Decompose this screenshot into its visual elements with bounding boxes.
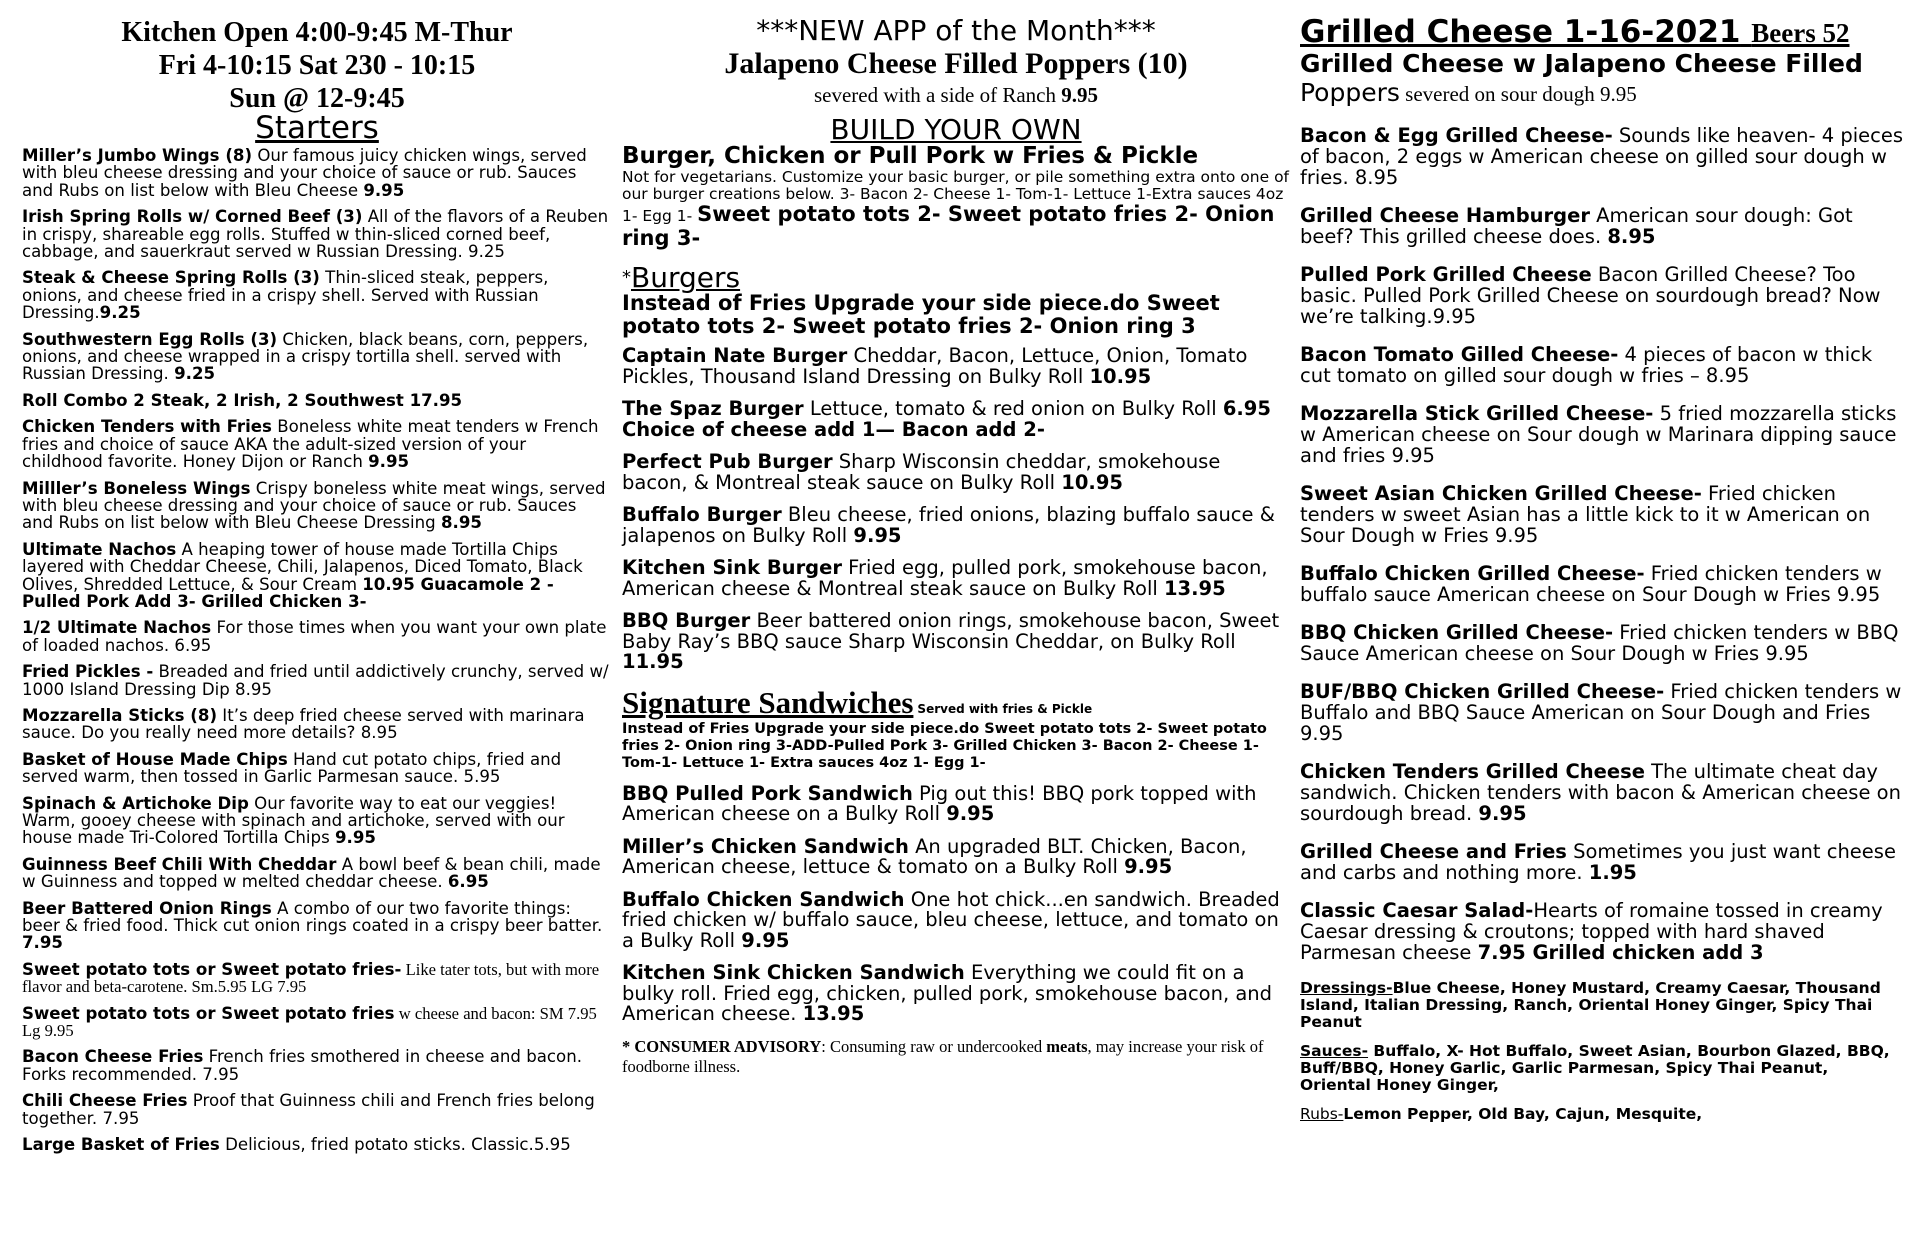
- menu-item-desc: All of the flavors of a Reuben in crispy, shareable egg rolls. Stuffed w thin-sliced corned beef, cabbage, and sauerkraut served w Russian Dressing. 9.25: [22, 207, 609, 262]
- menu-item-name: Kitchen Sink Chicken Sandwich: [622, 961, 965, 984]
- menu-item: [1300, 761, 1904, 824]
- menu-item-price: 9.95: [335, 828, 376, 848]
- menu-item-desc: For those times when you want your own plate of loaded nachos. 6.95: [22, 618, 607, 655]
- menu-item-desc: Sometimes you just want cheese and carbs and nothing more.: [1300, 840, 1896, 884]
- menu-item: [1300, 205, 1904, 247]
- menu-item-price: 9.95: [741, 928, 790, 952]
- signature-upgrade: Instead of Fries Upgrade your side piece.do Sweet potato tots 2- Sweet potato fries 2- Onion ring 3-ADD-Pulled Pork 3- Grilled Chicken 3- Bacon 2- Cheese 1- Tom-1- Lettuce 1- Extra sauces 4oz 1- Egg 1-: [622, 720, 1267, 771]
- menu-item-price: 9.25: [99, 303, 141, 323]
- menu-item-price: 9.95: [363, 180, 405, 200]
- menu-item: [22, 1005, 612, 1040]
- menu-item: [622, 505, 1290, 546]
- menu-item-name: Buffalo Chicken Sandwich: [622, 887, 905, 911]
- menu-item-name: Miller’s Jumbo Wings (8): [22, 146, 253, 165]
- menu-item-desc: Chicken, black beans, corn, peppers, onions, and cheese wrapped in a crispy tortilla shell. served with Russian Dressing.: [22, 329, 589, 384]
- menu-item: [622, 781, 1290, 825]
- menu-item-desc: The ultimate cheat day sandwich. Chicken tenders with bacon & American cheese on sourdough bread.: [1300, 760, 1901, 825]
- center-column: [622, 16, 1290, 1077]
- menu-item-desc: Boneless white meat tenders w French fries and choice of sauce AKA the adult-sized version of your childhood favorite. Honey Dijon or Ranch: [22, 417, 599, 472]
- menu-item-name: BBQ Pulled Pork Sandwich: [622, 781, 913, 805]
- menu-item-desc: Bacon Grilled Cheese? Too basic. Pulled Pork Grilled Cheese on sourdough bread? Now we’re talking.9.95: [1300, 263, 1881, 328]
- menu-item: [622, 452, 1290, 493]
- menu-item-desc: Everything we could fit on a bulky roll. Fried egg, chicken, pulled pork, smokehouse bacon, and American cheese.: [622, 961, 1273, 1025]
- menu-item-name: Pulled Pork Grilled Cheese: [1300, 263, 1592, 286]
- signature-heading: Signature Sandwiches Served with fries & Pickle: [622, 684, 1093, 720]
- menu-item: [1300, 841, 1904, 883]
- menu-item: [622, 611, 1290, 673]
- menu-item-name: BBQ Burger: [622, 609, 751, 632]
- byo-heading: BUILD YOUR OWN: [830, 113, 1082, 146]
- grilled-cheese-column: [1300, 16, 1904, 1123]
- menu-item: [22, 1092, 612, 1127]
- menu-item: [1300, 622, 1904, 664]
- sauces-list: Sauces- Buffalo, X- Hot Buffalo, Sweet Asian, Bourbon Glazed, BBQ, Buff/BBQ, Honey Garlic, Garlic Parmesan, Spicy Thai Peanut, Oriental Honey Ginger,: [1300, 1042, 1890, 1094]
- menu-item-name: 1/2 Ultimate Nachos: [22, 618, 212, 638]
- menu-item-price: 9.25: [174, 364, 216, 384]
- menu-item-price: 6.95: [447, 872, 489, 892]
- menu-item-desc: Fried chicken tenders w buffalo sauce American cheese on Sour Dough w Fries 9.95: [1300, 562, 1882, 606]
- menu-item-price: 7.95: [22, 933, 63, 953]
- menu-item-name: Perfect Pub Burger: [622, 450, 833, 473]
- menu-item-name: BUF/BBQ Chicken Grilled Cheese-: [1300, 680, 1665, 703]
- menu-item-desc: Delicious, fried potato sticks. Classic.5.95: [219, 1135, 571, 1155]
- menu-item-name: Mozzarella Stick Grilled Cheese-: [1300, 402, 1654, 425]
- menu-item-price: 8.95: [440, 513, 482, 533]
- menu-item: [1300, 344, 1904, 386]
- menu-item: [22, 208, 612, 260]
- menu-item-name: Steak & Cheese Spring Rolls (3): [22, 268, 320, 288]
- menu-item: [622, 346, 1290, 387]
- byo-desc: Not for vegetarians. Customize your basic burger, or pile something extra onto one of our burger creations below. 3- Bacon 2- Cheese 1- Tom-1- Lettuce 1-Extra sauces 4oz 1- Egg 1- Sweet potato tots 2- Sweet potato fries 2- Onion ring 3-: [622, 168, 1290, 250]
- menu-item-name: Buffalo Burger: [622, 503, 782, 526]
- menu-item-desc: Fried chicken tenders w sweet Asian has a little kick to it w American on Sour Dough w Fries 9.95: [1300, 482, 1871, 547]
- menu-item-desc: Breaded and fried until addictively crunchy, served w/ 1000 Island Dressing Dip 8.95: [22, 662, 609, 699]
- menu-item-desc: Sounds like heaven- 4 pieces of bacon, 2 eggs w American cheese on gilled sour dough w fries. 8.95: [1300, 124, 1903, 189]
- menu-item-desc: Pig out this! BBQ pork topped with American cheese on a Bulky Roll: [622, 781, 1257, 825]
- menu-item-name: Milller’s Boneless Wings: [22, 478, 251, 498]
- menu-item: [22, 1136, 612, 1153]
- menu-item: [1300, 125, 1904, 188]
- menu-item: [22, 1048, 612, 1083]
- rubs-list: Rubs-Lemon Pepper, Old Bay, Cajun, Mesquite,: [1300, 1105, 1703, 1123]
- menu-item-name: Classic Caesar Salad-: [1300, 899, 1534, 922]
- menu-item-name: BBQ Chicken Grilled Cheese-: [1300, 621, 1614, 644]
- menu-item: [22, 961, 612, 996]
- menu-item-name: Chili Cheese Fries: [22, 1091, 188, 1111]
- menu-item-name: Sweet potato tots or Sweet potato fries: [22, 1003, 395, 1023]
- menu-item: [22, 663, 612, 698]
- menu-item-desc: Fried chicken tenders w Buffalo and BBQ Sauce American on Sour Dough and Fries 9.95: [1300, 680, 1902, 745]
- sandwich-list: [622, 781, 1290, 1025]
- menu-item: [622, 834, 1290, 878]
- menu-item-name: Mozzarella Sticks (8): [22, 705, 218, 725]
- menu-item-price: 11.95: [622, 650, 684, 673]
- menu-item-desc: Proof that Guinness chili and French fries belong together. 7.95: [22, 1091, 595, 1128]
- menu-item: [22, 331, 612, 383]
- menu-item-desc: Fried egg, pulled pork, smokehouse bacon, American cheese & Montreal steak sauce on Bulky Roll: [622, 556, 1268, 600]
- menu-item: [22, 480, 612, 532]
- menu-item-name: Bacon & Egg Grilled Cheese-: [1300, 124, 1613, 147]
- byo-subheading: Burger, Chicken or Pull Pork w Fries & Pickle: [622, 143, 1199, 169]
- menu-item-name: Bacon Tomato Gilled Cheese-: [1300, 343, 1619, 366]
- menu-item-price: 10.95: [1061, 470, 1123, 494]
- menu-item-desc: Our favorite way to eat our veggies! Warm, gooey cheese with spinach and artichoke, served with our house made Tri-Colored Tortilla Chips: [22, 793, 565, 848]
- menu-item-price: 10.95 Guacamole 2 - Pulled Pork Add 3- Grilled Chicken 3-: [22, 574, 554, 611]
- menu-item-desc: An upgraded BLT. Chicken, Bacon, American cheese, lettuce & tomato on a Bulky Roll: [622, 834, 1247, 878]
- dressings-list: Dressings-Blue Cheese, Honey Mustard, Creamy Caesar, Thousand Island, Italian Dressing, Ranch, Oriental Honey Ginger, Spicy Thai Peanut: [1300, 979, 1881, 1031]
- hours-line-1: Kitchen Open 4:00-9:45 M-Thur: [121, 17, 513, 48]
- feature-name: Grilled Cheese w Jalapeno Cheese Filled: [1300, 49, 1863, 78]
- menu-item: [22, 900, 612, 952]
- grilled-cheese-heading: Grilled Cheese 1-16-2021 Beers 52: [1300, 14, 1850, 50]
- menu-item-name: Grilled Cheese and Fries: [1300, 840, 1567, 863]
- menu-item: [22, 751, 612, 786]
- menu-item-name: Chicken Tenders Grilled Cheese: [1300, 760, 1645, 783]
- menu-item-name: Fried Pickles -: [22, 662, 154, 682]
- menu-item-name: Ultimate Nachos: [22, 539, 177, 559]
- app-of-month-desc: severed with a side of Ranch 9.95: [813, 83, 1098, 107]
- menu-item: [22, 707, 612, 742]
- menu-item-name: Kitchen Sink Burger: [622, 556, 842, 579]
- menu-item-price: 9.95: [853, 523, 902, 547]
- menu-item-desc: Bleu cheese, fried onions, blazing buffalo sauce & jalapenos on Bulky Roll: [622, 503, 1275, 547]
- menu-item: [1300, 403, 1904, 466]
- menu-item-price: 6.95 Choice of cheese add 1— Bacon add 2-: [622, 397, 1271, 441]
- hours-line-3: Sun @ 12-9:45: [229, 83, 405, 114]
- menu-item-desc: Lettuce, tomato & red onion on Bulky Roll: [803, 397, 1223, 420]
- menu-item-price: 8.95: [1607, 225, 1656, 248]
- menu-item-desc: Cheddar, Bacon, Lettuce, Onion, Tomato Pickles, Thousand Island Dressing on Bulky Roll: [622, 344, 1248, 388]
- grilled-cheese-list: [1300, 125, 1904, 963]
- menu-item-desc: Our famous juicy chicken wings, served with bleu cheese dressing and your choice of sauce or rub. Sauces and Rubs on list below with Bleu Cheese: [22, 146, 587, 200]
- menu-item-desc: Hand cut potato chips, fried and served warm, then tossed in Garlic Parmesan sauce. 5.95: [22, 749, 562, 787]
- menu-item-price: 7.95 Grilled chicken add 3: [1477, 941, 1764, 964]
- menu-item-name: Grilled Cheese Hamburger: [1300, 204, 1590, 227]
- menu-item-desc: A heaping tower of house made Tortilla Chips layered with Cheddar Cheese, Chili, Jalapenos, Diced Tomato, Black Olives, Shredded Lettuce, & Sour Cream: [22, 539, 583, 594]
- menu-item-name: Captain Nate Burger: [622, 344, 848, 367]
- menu-item-price: 1.95: [1588, 861, 1637, 884]
- menu-item: [1300, 264, 1904, 327]
- hours-line-2: Fri 4-10:15 Sat 230 - 10:15: [158, 50, 476, 81]
- menu-item-desc: A bowl beef & bean chili, made w Guinness and topped w melted cheddar cheese.: [22, 854, 601, 892]
- menu-item: [622, 887, 1290, 952]
- menu-item-desc: Sharp Wisconsin cheddar, smokehouse bacon, & Montreal steak sauce on Bulky Roll: [622, 450, 1221, 494]
- menu-item-desc: 4 pieces of bacon w thick cut tomato on gilled sour dough w fries – 8.95: [1300, 343, 1873, 387]
- burgers-heading: *Burgers: [622, 261, 741, 294]
- menu-item: [1300, 681, 1904, 744]
- menu-item-name: Spinach & Artichoke Dip: [22, 793, 249, 813]
- menu-item: [22, 541, 612, 611]
- feature-desc: Poppers severed on sour dough 9.95: [1300, 78, 1637, 107]
- consumer-advisory: * CONSUMER ADVISORY: Consuming raw or undercooked meats, may increase your risk of foodborne illness.: [622, 1036, 1264, 1076]
- menu-item-name: Sweet Asian Chicken Grilled Cheese-: [1300, 482, 1702, 505]
- app-of-month-title: ***NEW APP of the Month***: [756, 14, 1156, 47]
- menu-item-price: 9.95: [1124, 855, 1173, 878]
- menu-item-price: 9.95: [946, 802, 995, 825]
- app-of-month-name: Jalapeno Cheese Filled Poppers (10): [724, 47, 1188, 80]
- menu-item: [622, 399, 1290, 440]
- menu-item: [22, 856, 612, 891]
- menu-item-price: 13.95: [1163, 576, 1226, 600]
- menu-item: [22, 147, 612, 199]
- menu-item: [622, 963, 1290, 1025]
- menu-item-name: Guinness Beef Chili With Cheddar: [22, 854, 337, 874]
- menu-item-name: Roll Combo 2 Steak, 2 Irish, 2 Southwest 17.95: [22, 390, 463, 410]
- menu-item-desc: Like tater tots, but with more flavor and beta-carotene. Sm.5.95 LG 7.95: [22, 959, 600, 997]
- menu-item-price: 9.95: [368, 452, 410, 472]
- menu-item: [22, 418, 612, 470]
- starters-heading: Starters: [255, 110, 379, 146]
- menu-item: [22, 392, 612, 409]
- menu-item: [622, 558, 1290, 599]
- menu-item-price: 10.95: [1089, 364, 1152, 388]
- menu-item-price: 13.95: [802, 1002, 865, 1025]
- starters-list: [22, 147, 612, 1154]
- menu-item-desc: French fries smothered in cheese and bacon. Forks recommended. 7.95: [22, 1047, 582, 1084]
- menu-item-name: Large Basket of Fries: [22, 1135, 220, 1155]
- menu-item-name: Miller’s Chicken Sandwich: [622, 834, 909, 858]
- menu-item-desc: w cheese and bacon: SM 7.95 Lg 9.95: [22, 1003, 597, 1041]
- menu-item-desc: Hearts of romaine tossed in creamy Caesar dressing & croutons; topped with hard shaved Parmesan cheese: [1300, 899, 1883, 964]
- menu-item-name: Southwestern Egg Rolls (3): [22, 329, 278, 349]
- menu-item: [1300, 563, 1904, 605]
- menu-item-desc: Fried chicken tenders w BBQ Sauce American cheese on Sour Dough w Fries 9.95: [1300, 621, 1899, 665]
- menu-item-desc: A combo of our two favorite things: beer & fried food. Thick cut onion rings coated in a crispy beer batter.: [22, 898, 603, 936]
- menu-item-desc: Crispy boneless white meat wings, served with bleu cheese dressing and your choice of sauce or rub. Sauces and Rubs on list below with Bleu Cheese Dressing: [22, 478, 606, 533]
- menu-item: [22, 795, 612, 847]
- menu-item: [22, 269, 612, 321]
- menu-item-price: 9.95: [1478, 802, 1527, 825]
- menu-item-desc: American sour dough: Got beef? This grilled cheese does.: [1300, 204, 1853, 248]
- burgers-list: [622, 346, 1290, 673]
- menu-item-name: The Spaz Burger: [622, 397, 804, 420]
- menu-item-desc: One hot chick...en sandwich. Breaded fried chicken w/ buffalo sauce, bleu cheese, lettuce, and tomato on a Bulky Roll: [622, 887, 1280, 952]
- menu-item-name: Sweet potato tots or Sweet potato fries-: [22, 959, 402, 979]
- menu-item-name: Buffalo Chicken Grilled Cheese-: [1300, 562, 1645, 585]
- menu-item-desc: Thin-sliced steak, peppers, onions, and cheese fried in a crispy shell. Served with Russian Dressing.: [22, 268, 549, 323]
- menu-item-desc: Beer battered onion rings, smokehouse bacon, Sweet Baby Ray’s BBQ sauce Sharp Wisconsin Cheddar, on Bulky Roll: [622, 609, 1280, 653]
- menu-item-name: Irish Spring Rolls w/ Corned Beef (3): [22, 207, 363, 227]
- burgers-upgrade: Instead of Fries Upgrade your side piece.do Sweet potato tots 2- Sweet potato fries 2- Onion ring 3: [622, 291, 1220, 338]
- menu-item-name: Beer Battered Onion Rings: [22, 898, 272, 918]
- menu-item-desc: It’s deep fried cheese served with marinara sauce. Do you really need more details? 8.95: [22, 705, 585, 743]
- menu-item-name: Basket of House Made Chips: [22, 749, 288, 769]
- menu-item-name: Chicken Tenders with Fries: [22, 417, 272, 437]
- menu-item: [1300, 483, 1904, 546]
- menu-item: [22, 619, 612, 654]
- menu-item-name: Bacon Cheese Fries: [22, 1047, 204, 1067]
- starters-column: [22, 16, 612, 1163]
- menu-item: [1300, 900, 1904, 963]
- menu-item-desc: 5 fried mozzarella sticks w American cheese on Sour dough w Marinara dipping sauce and fries 9.95: [1300, 402, 1897, 467]
